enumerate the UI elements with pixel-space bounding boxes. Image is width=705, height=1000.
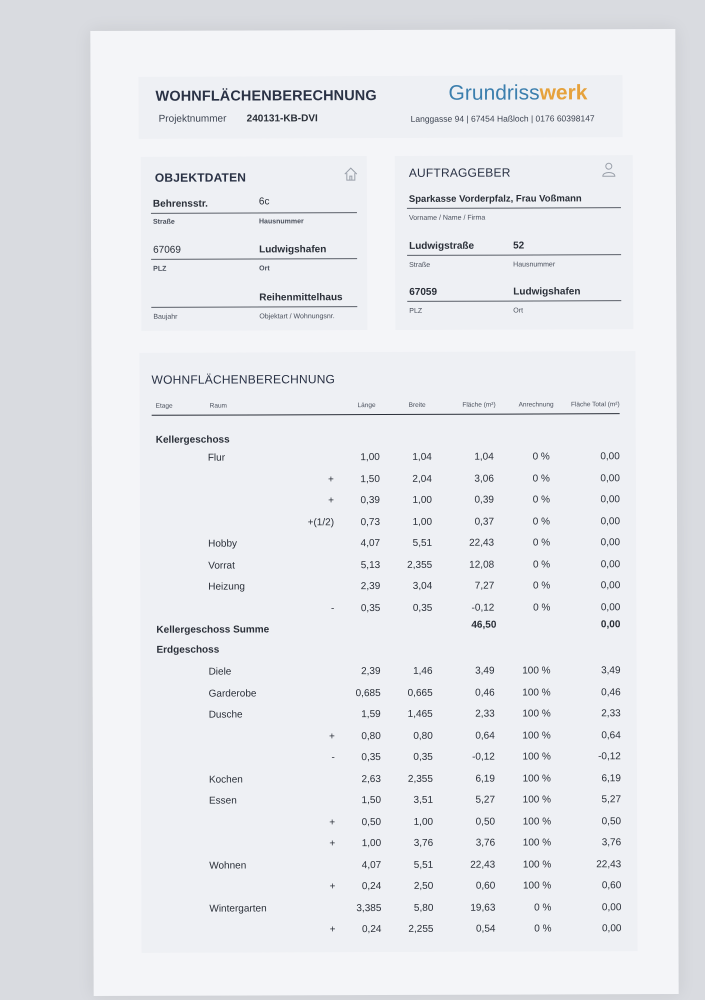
width-cell: 5,80 [413,902,434,914]
total-cell: 3,76 [601,837,622,849]
room-cell: Essen [208,795,237,807]
area-cell: 0,46 [475,687,495,699]
width-cell: 2,04 [412,473,432,485]
credit-cell: 100 % [522,708,551,720]
length-cell: 0,35 [360,602,381,614]
total-cell: 0,46 [601,686,621,698]
room-cell: Hobby [208,538,238,550]
col-breite: Breite [408,401,426,409]
length-cell: 1,50 [360,473,380,485]
area-cell: 3,76 [475,837,496,849]
kg-title: Kellergeschoss [155,434,230,446]
logo-part-2: werk [539,81,588,105]
width-cell: 0,35 [412,602,433,614]
operator-cell: + [329,881,336,893]
area-cell: 2,33 [475,708,495,720]
total-cell: 3,49 [601,665,621,677]
length-cell: 2,63 [361,773,381,785]
width-cell: 3,51 [413,794,434,806]
area-cell: 6,19 [475,773,495,785]
objektdaten-title: OBJEKTDATEN [154,170,247,185]
calculation-panel [139,351,637,953]
calculation-title: WOHNFLÄCHENBERECHNUNG [151,372,336,387]
area-cell: -0,12 [471,602,495,614]
width-cell: 2,50 [413,880,434,892]
room-cell: Heizung [208,581,245,593]
auftraggeber-panel [395,155,634,330]
operator-cell: +(1/2) [307,516,335,528]
credit-cell: 0 % [532,494,550,506]
document-title: WOHNFLÄCHENBERECHNUNG [155,88,377,105]
col-raum: Raum [209,402,227,410]
width-cell: 1,00 [413,816,434,828]
credit-cell: 0 % [532,472,550,484]
total-cell: -0,12 [598,751,621,763]
operator-cell: + [329,816,336,828]
credit-cell: 0 % [534,923,552,935]
auftraggeber-city-label: Ort [513,307,524,315]
length-cell: 1,59 [361,709,381,721]
width-cell: 1,46 [413,665,433,677]
logo-part-1: Grundriss [448,81,540,105]
area-cell: 0,60 [475,880,496,892]
length-cell: 1,50 [361,795,382,807]
total-cell: 0,00 [601,901,622,913]
area-cell: 3,49 [475,665,495,677]
credit-cell: 0 % [532,451,550,463]
kg-sum-area: 46,50 [471,619,497,631]
objekt-objektart-label: Objektart / Wohnungsnr. [259,313,335,321]
divider [151,258,357,260]
auftraggeber-street-label: Straße [409,261,431,269]
kg-sum-total: 0,00 [600,619,621,631]
length-cell: 4,07 [360,538,381,550]
divider [407,254,621,256]
total-cell: 0,00 [600,558,621,570]
length-cell: 1,00 [361,838,382,850]
room-cell: Wohnen [209,859,247,872]
total-cell: 0,00 [600,601,621,613]
length-cell: 5,13 [360,559,381,571]
length-cell: 0,39 [360,495,380,507]
col-etage: Etage [155,402,173,410]
auftraggeber-street: Ludwigstraße [409,240,475,252]
person-icon [601,161,617,177]
width-cell: 2,355 [407,773,433,785]
objekt-city: Ludwigshafen [259,244,327,256]
width-cell: 2,355 [407,559,433,571]
divider [407,207,621,209]
objekt-baujahr-label: Baujahr [153,313,178,321]
area-cell: 0,39 [474,494,494,506]
divider [407,300,621,302]
width-cell: 1,00 [412,516,433,528]
total-cell: 0,60 [601,880,622,892]
room-cell: Garderobe [208,687,257,700]
auftraggeber-name-label: Vorname / Name / Firma [408,214,486,222]
objekt-plz-label: PLZ [153,265,167,273]
room-cell: Wintergarten [209,902,267,915]
area-cell: 0,50 [475,816,496,828]
total-cell: 0,00 [600,472,620,484]
width-cell: 5,51 [412,537,433,549]
auftraggeber-name: Sparkasse Vorderpfalz, Frau Voßmann [408,193,582,205]
operator-cell: + [328,730,335,742]
kg-sum-label: Kellergeschoss Summe [156,624,270,636]
credit-cell: 100 % [522,751,551,763]
length-cell: 4,07 [361,859,382,871]
header-panel [138,75,622,139]
operator-cell: + [329,838,336,850]
area-cell: 22,43 [470,859,496,871]
auftraggeber-house-number: 52 [513,240,525,252]
total-cell: 0,00 [601,923,622,935]
objektdaten-panel [141,156,368,331]
total-cell: 0,00 [600,580,621,592]
total-cell: 0,00 [600,537,621,549]
operator-cell: + [328,495,334,507]
col-total: Fläche Total (m²) [570,401,620,409]
width-cell: 1,465 [407,708,433,720]
total-cell: 6,19 [601,772,621,784]
objekt-city-label: Ort [259,265,270,273]
divider [151,306,357,308]
total-cell: 0,00 [600,515,621,527]
room-cell: Dusche [208,709,243,721]
length-cell: 0,50 [361,816,382,828]
credit-cell: 0 % [532,515,551,527]
total-cell: 2,33 [601,708,621,720]
length-cell: 3,385 [356,902,382,914]
total-cell: 5,27 [601,794,622,806]
credit-cell: 100 % [522,665,551,677]
objekt-house-number: 6c [258,196,270,208]
area-cell: 3,06 [474,473,494,485]
length-cell: 0,24 [361,924,382,936]
length-cell: 0,24 [361,881,382,893]
col-flaeche: Fläche (m²) [462,401,496,409]
objekt-objektart: Reihenmittelhaus [259,292,343,304]
width-cell: 3,76 [413,837,434,849]
length-cell: 1,00 [360,452,380,464]
room-cell: Flur [207,452,226,464]
operator-cell: + [329,924,336,936]
company-logo [448,81,587,105]
length-cell: 0,80 [361,730,381,742]
total-cell: 0,00 [600,451,620,463]
width-cell: 0,35 [413,751,433,763]
divider [151,212,357,214]
auftraggeber-house-number-label: Hausnummer [513,261,556,269]
width-cell: 1,04 [412,451,432,463]
credit-cell: 100 % [522,772,551,785]
width-cell: 1,00 [412,494,432,506]
credit-cell: 0 % [532,537,551,549]
room-cell: Vorrat [208,560,235,572]
area-cell: 7,27 [474,580,495,592]
operator-cell: - [330,602,335,614]
objekt-street: Behrensstr. [152,198,208,210]
total-cell: 0,64 [601,729,621,741]
credit-cell: 100 % [522,794,552,806]
col-laenge: Länge [357,402,376,410]
auftraggeber-title: AUFTRAGGEBER [408,165,511,180]
credit-cell: 100 % [522,880,552,892]
project-number-label: Projektnummer [158,113,227,125]
length-cell: 0,685 [355,687,381,699]
credit-cell: 0 % [532,558,551,570]
company-address: Langgasse 94 | 67454 Haßloch | 0176 60398147 [410,113,595,124]
width-cell: 2,255 [408,923,434,935]
area-cell: 5,27 [475,794,496,806]
operator-cell: - [331,752,335,764]
width-cell: 5,51 [413,859,434,871]
objekt-street-label: Straße [152,218,175,226]
total-cell: 22,43 [596,858,622,870]
credit-cell: 100 % [522,858,552,871]
credit-cell: 0 % [534,901,552,913]
auftraggeber-plz: 67059 [409,286,438,298]
project-number: 240131-KB-DVI [246,113,318,125]
header-divider [152,413,620,416]
house-icon [343,166,359,182]
area-cell: 12,08 [469,559,495,571]
room-cell: Diele [208,666,232,678]
area-cell: 22,43 [469,537,495,549]
operator-cell: + [328,473,334,485]
document-sheet [90,29,678,996]
credit-cell: 0 % [533,580,551,592]
credit-cell: 100 % [522,686,551,699]
length-cell: 0,35 [361,752,381,764]
width-cell: 0,665 [407,687,433,699]
credit-cell: 100 % [522,837,552,849]
col-anrechnung: Anrechnung [518,401,554,409]
length-cell: 0,73 [360,516,381,528]
area-cell: 0,54 [475,923,496,935]
area-cell: 19,63 [470,902,496,914]
length-cell: 2,39 [361,666,381,678]
room-cell: Kochen [208,773,243,786]
total-cell: 0,50 [601,815,622,827]
area-cell: -0,12 [472,751,495,763]
objekt-plz: 67069 [153,244,181,256]
auftraggeber-plz-label: PLZ [409,307,423,315]
length-cell: 2,39 [360,581,381,593]
credit-cell: 0 % [533,601,551,613]
objekt-house-number-label: Hausnummer [258,218,304,226]
credit-cell: 100 % [522,815,552,828]
area-cell: 0,64 [475,730,495,742]
auftraggeber-city: Ludwigshafen [513,286,581,298]
credit-cell: 100 % [522,729,551,742]
total-cell: 0,00 [600,494,620,506]
width-cell: 0,80 [413,730,433,742]
area-cell: 0,37 [474,516,495,528]
eg-title: Erdgeschoss [156,644,220,656]
width-cell: 3,04 [412,580,433,592]
area-cell: 1,04 [474,451,494,463]
